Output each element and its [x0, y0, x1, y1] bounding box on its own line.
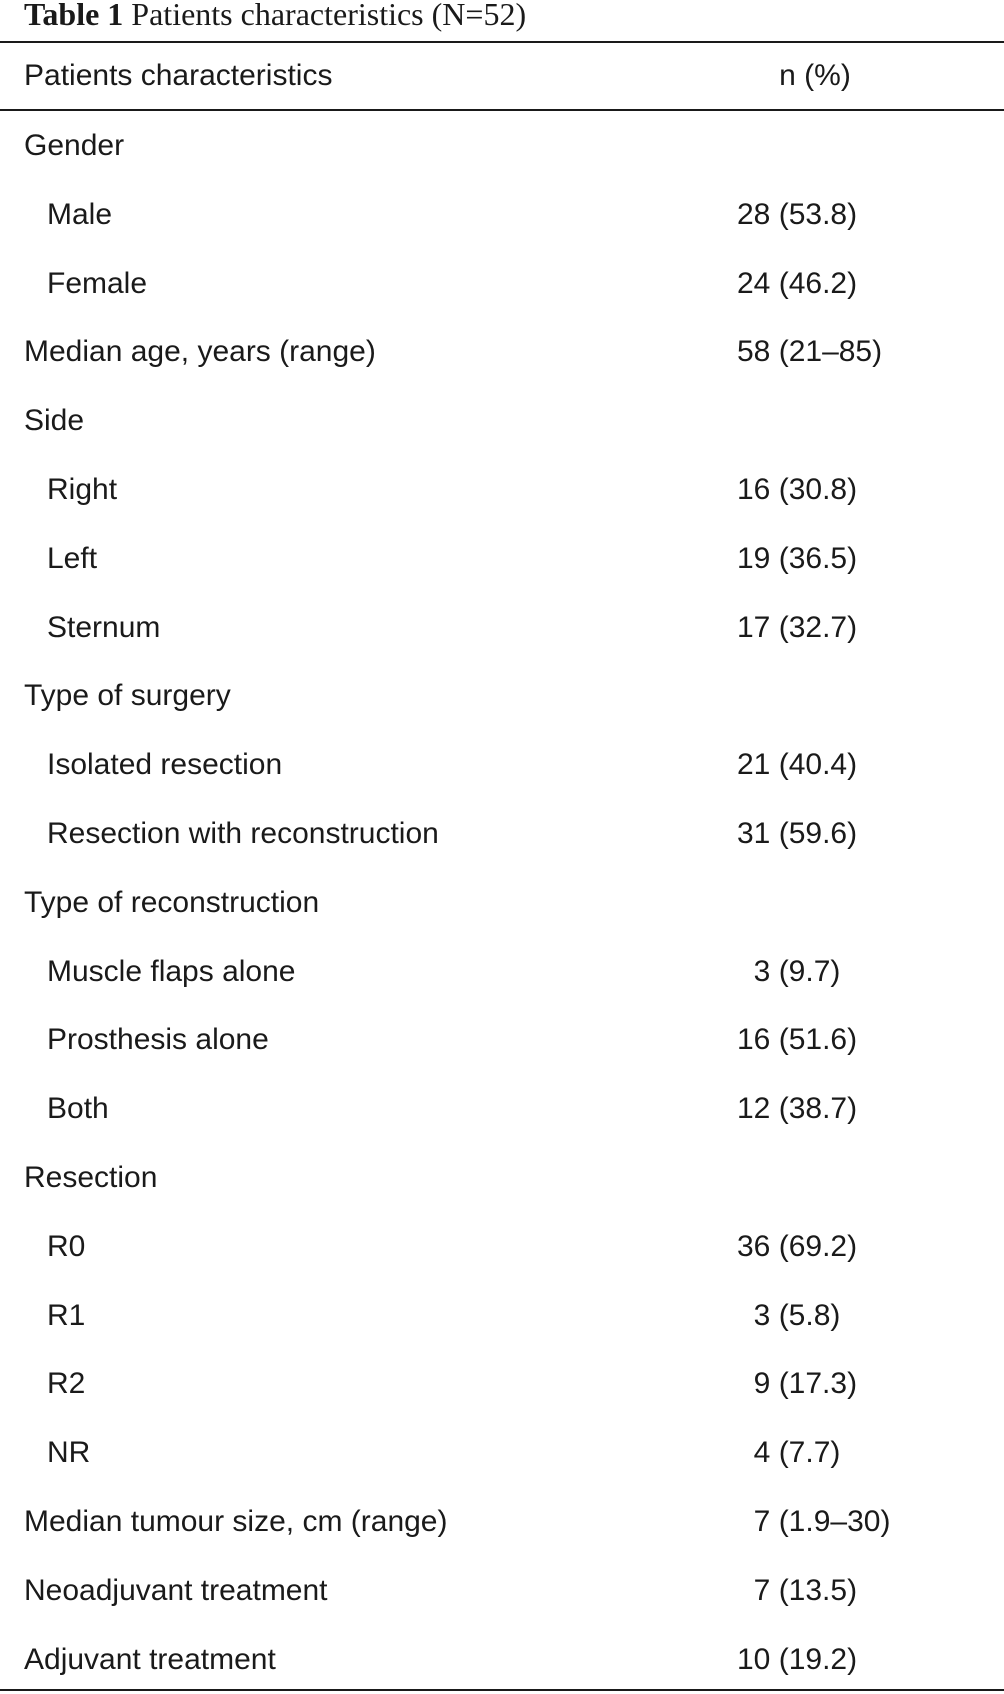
table-row	[0, 1282, 1004, 1351]
row-label: Left	[47, 541, 98, 575]
row-value: 3 (5.8)	[737, 1298, 841, 1332]
row-value: 7 (1.9–30)	[737, 1504, 891, 1538]
row-value: 31 (59.6)	[737, 816, 858, 850]
table-row	[0, 938, 1004, 1007]
table-caption	[24, 0, 526, 34]
row-label: Muscle flaps alone	[47, 954, 296, 988]
row-value: 19 (36.5)	[737, 541, 858, 575]
table-caption-label: Table 1	[24, 0, 124, 32]
table-row	[0, 594, 1004, 663]
table-row	[0, 318, 1004, 387]
table-header	[0, 43, 1004, 109]
row-value: 7 (13.5)	[737, 1573, 858, 1607]
header-n-percent: n (%)	[779, 59, 851, 92]
table-row	[0, 1075, 1004, 1144]
row-label: Neoadjuvant treatment	[24, 1573, 328, 1607]
table-row	[0, 456, 1004, 525]
table-row	[0, 1557, 1004, 1626]
table-row	[0, 1419, 1004, 1488]
row-label: Both	[47, 1092, 109, 1126]
table-body	[0, 112, 1004, 1694]
header-characteristics: Patients characteristics	[24, 59, 333, 92]
table-row	[0, 662, 1004, 731]
table-row	[0, 181, 1004, 250]
row-label: Adjuvant treatment	[24, 1642, 276, 1676]
row-value: 3 (9.7)	[737, 954, 841, 988]
table-row	[0, 1213, 1004, 1282]
table-bottom-rule	[0, 1689, 1004, 1691]
table-row	[0, 1006, 1004, 1075]
row-value: 28 (53.8)	[737, 197, 858, 231]
table-caption-text: Patients characteristics (N=52)	[131, 0, 527, 32]
row-label: R1	[47, 1298, 86, 1332]
table-row	[0, 112, 1004, 181]
table-row	[0, 1626, 1004, 1694]
table-row	[0, 250, 1004, 319]
row-value: 21 (40.4)	[737, 748, 858, 782]
row-value: 16 (51.6)	[737, 1023, 858, 1057]
table-row	[0, 525, 1004, 594]
row-value: 4 (7.7)	[737, 1436, 841, 1470]
row-label: Prosthesis alone	[47, 1023, 269, 1057]
row-value: 10 (19.2)	[737, 1642, 858, 1676]
row-label: Resection	[24, 1160, 158, 1194]
row-value: 16 (30.8)	[737, 472, 858, 506]
row-value: 24 (46.2)	[737, 266, 858, 300]
row-value: 9 (17.3)	[737, 1367, 858, 1401]
table-row	[0, 1350, 1004, 1419]
row-label: Female	[47, 266, 148, 300]
row-label: Resection with reconstruction	[47, 816, 439, 850]
row-value: 36 (69.2)	[737, 1229, 858, 1263]
table-row	[0, 800, 1004, 869]
row-label: NR	[47, 1436, 91, 1470]
row-label: Right	[47, 472, 118, 506]
row-label: Isolated resection	[47, 748, 283, 782]
row-label: Sternum	[47, 610, 161, 644]
row-label: Type of surgery	[24, 679, 231, 713]
table-row	[0, 1144, 1004, 1213]
row-label: Gender	[24, 129, 125, 162]
row-label: Median tumour size, cm (range)	[24, 1504, 448, 1538]
row-value: 12 (38.7)	[737, 1092, 858, 1126]
row-label: Median age, years (range)	[24, 335, 376, 369]
table-row	[0, 731, 1004, 800]
table-header-rule	[0, 109, 1004, 111]
row-label: R0	[47, 1229, 86, 1263]
table-row	[0, 387, 1004, 456]
row-value: 58 (21–85)	[737, 335, 883, 369]
row-value: 17 (32.7)	[737, 610, 858, 644]
row-label: Type of reconstruction	[24, 885, 320, 919]
row-label: R2	[47, 1367, 86, 1401]
table-row	[0, 869, 1004, 938]
row-label: Male	[47, 197, 113, 231]
row-label: Side	[24, 404, 85, 438]
table-row	[0, 1488, 1004, 1557]
